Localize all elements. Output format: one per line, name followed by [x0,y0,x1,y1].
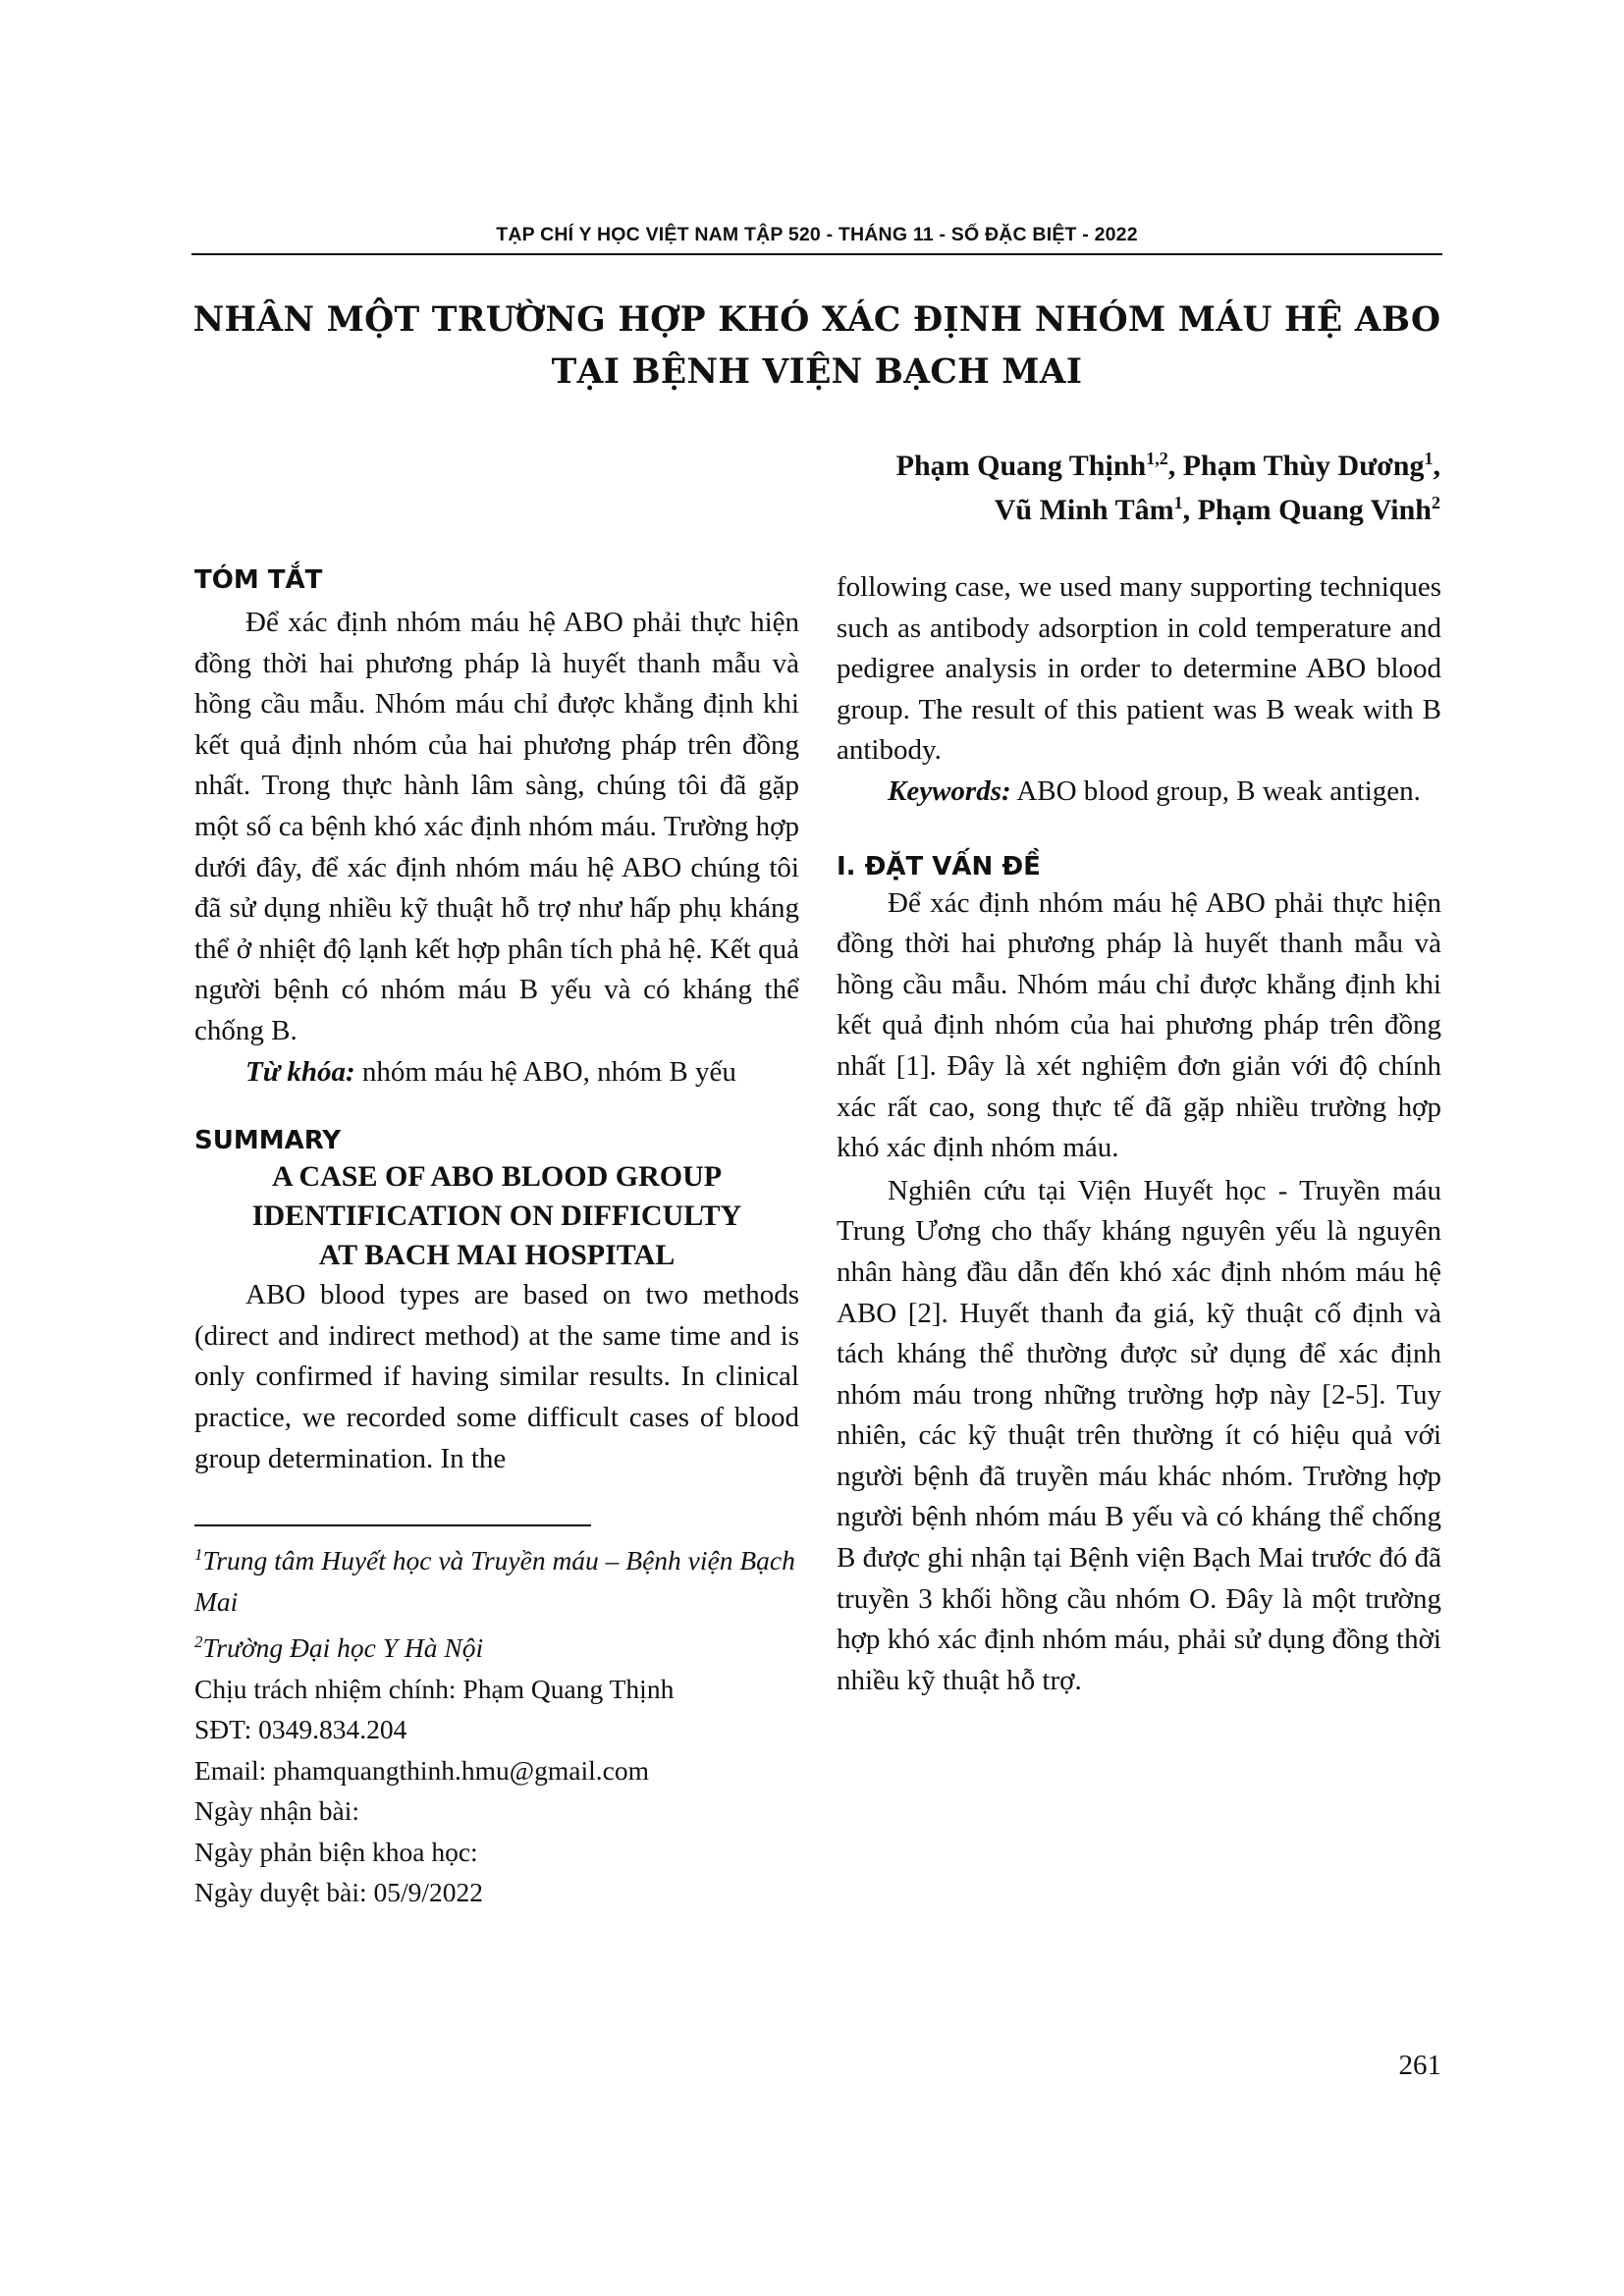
summary-text-part1: ABO blood types are based on two methods (direct and indirect method) at the same time and is only confirmed if having similar results. In clinical practice, we recorded some difficult cases of blood group determination. In the [194,1279,799,1474]
keywords-vi-label: Từ khóa: [245,1055,355,1088]
summary-heading: SUMMARY [194,1126,342,1156]
footnote-marker: 2 [194,1632,203,1652]
footnote-approved: Ngày duyệt bài: 05/9/2022 [194,1877,484,1908]
article-title [191,294,1442,399]
author-affiliation: 1 [1424,449,1434,468]
summary-title-line-1: A CASE OF ABO BLOOD GROUP [271,1160,723,1194]
footnote-marker: 1 [194,1545,203,1565]
author-name: Phạm Thùy Dương [1182,450,1425,482]
author-separator: , [1433,450,1440,482]
title-line-2: TẠI BỆNH VIỆN BẠCH MAI [551,352,1083,392]
footnote-responsible: Chịu trách nhiệm chính: Phạm Quang Thịnh [194,1673,675,1704]
title-line-1: NHÂN MỘT TRƯỜNG HỢP KHÓ XÁC ĐỊNH NHÓM MÁU HỆ ABO [192,300,1441,340]
section-1-paragraph-2: Nghiên cứu tại Viện Huyết học - Truyền máu Trung Ương cho thấy kháng nguyên yếu là nguyên nhân hàng đầu dẫn đến khó xác định nhóm máu hệ ABO [2]. Huyết thanh đa giá, kỹ thuật cố định và tách kháng thể thường được sử dụng để xác định nhóm máu trong những trường hợp này [2-5]. Tuy nhiên, các kỹ thuật trên thường ít có hiệu quả với người bệnh đã truyền máu khác nhóm. Trường hợp người bệnh nhóm máu B yếu và có kháng thể chống B được ghi nhận tại Bệnh viện Bạch Mai trước đó đã truyền 3 khối hồng cầu nhóm O. Đây là một trường hợp khó xác định nhóm máu, phải sử dụng đồng thời nhiều kỹ thuật hỗ trợ. [837,1174,1441,1696]
summary-title-line-2: IDENTIFICATION ON DIFFICULTY [251,1200,742,1233]
section-1-paragraph-1: Để xác định nhóm máu hệ ABO phải thực hiện đồng thời hai phương pháp là huyết thanh mẫu và hồng cầu mẫu. Nhóm máu chỉ được khẳng định khi kết quả định nhóm của hai phương pháp trên đồng nhất [1]. Đây là xét nghiệm đơn giản với độ chính xác rất cao, song thực tế đã gặp nhiều trường hợp khó xác định nhóm máu. [837,886,1441,1164]
author-separator: , [1182,494,1198,526]
abstract-text: Để xác định nhóm máu hệ ABO phải thực hiện đồng thời hai phương pháp là huyết thanh mẫu và hồng cầu mẫu. Nhóm máu chỉ được khẳng định khi kết quả định nhóm của hai phương pháp trên đồng nhất. Trong thực hành lâm sàng, chúng tôi đã gặp một số ca bệnh khó xác định nhóm máu. Trường hợp dưới đây, để xác định nhóm máu hệ ABO chúng tôi đã sử dụng nhiều kỹ thuật hỗ trợ như hấp phụ kháng thể ở nhiệt độ lạnh kết hợp phân tích phả hệ. Kết quả người bệnh có nhóm máu B yếu và có kháng thể chống B. [194,607,799,1046]
footnotes [194,1534,799,1913]
author-affiliation: 1 [1173,493,1183,512]
author-affiliation: 2 [1432,493,1440,512]
footnote-rule [194,1524,591,1526]
author-line-2 [896,488,1440,532]
footnote-phone: SĐT: 0349.834.204 [194,1714,407,1745]
footnote-email: Email: phamquangthinh.hmu@gmail.com [194,1754,649,1786]
footnote-affiliation-2-text: Trường Đại học Y Hà Nội [202,1632,484,1664]
left-column [194,565,799,1913]
summary-text-part2: following case, we used many supporting techniques such as antibody adsorption in cold temperature and pedigree analysis in order to determine ABO blood group. The result of this patient was B weak with B antibody. [837,571,1441,767]
right-column [837,567,1441,1701]
author-affiliation: 1,2 [1146,449,1168,468]
keywords-en [837,772,1441,813]
footnote-affiliation-1 [194,1534,799,1622]
abstract-heading: TÓM TẮT [194,565,323,595]
author-list [896,444,1440,532]
summary-title-line-3: AT BACH MAI HOSPITAL [318,1239,676,1272]
journal-header: TẠP CHÍ Y HỌC VIỆT NAM TẬP 520 - THÁNG 11 - SỐ ĐẶC BIỆT - 2022 [496,224,1138,245]
section-1-heading: I. ĐẶT VẤN ĐỀ [837,851,1041,881]
keywords-vi [194,1052,799,1094]
footnote-affiliation-2 [194,1622,799,1669]
header-rule [191,253,1442,255]
author-line-1 [896,444,1440,488]
keywords-vi-text: nhóm máu hệ ABO, nhóm B yếu [361,1055,736,1088]
author-separator: , [1167,450,1183,482]
footnote-reviewed: Ngày phản biện khoa học: [194,1836,478,1867]
footnote-affiliation-1-text: Trung tâm Huyết học và Truyền máu – Bệnh viện Bạch Mai [194,1545,795,1617]
author-name: Vũ Minh Tâm [994,494,1174,526]
author-name: Phạm Quang Vinh [1197,494,1432,526]
author-name: Phạm Quang Thịnh [895,450,1147,482]
keywords-en-text: ABO blood group, B weak antigen. [1016,774,1421,807]
keywords-en-label: Keywords: [888,774,1011,807]
summary-title [194,1157,799,1275]
footnote-received: Ngày nhận bài: [194,1795,360,1827]
page-number: 261 [1398,2050,1441,2081]
